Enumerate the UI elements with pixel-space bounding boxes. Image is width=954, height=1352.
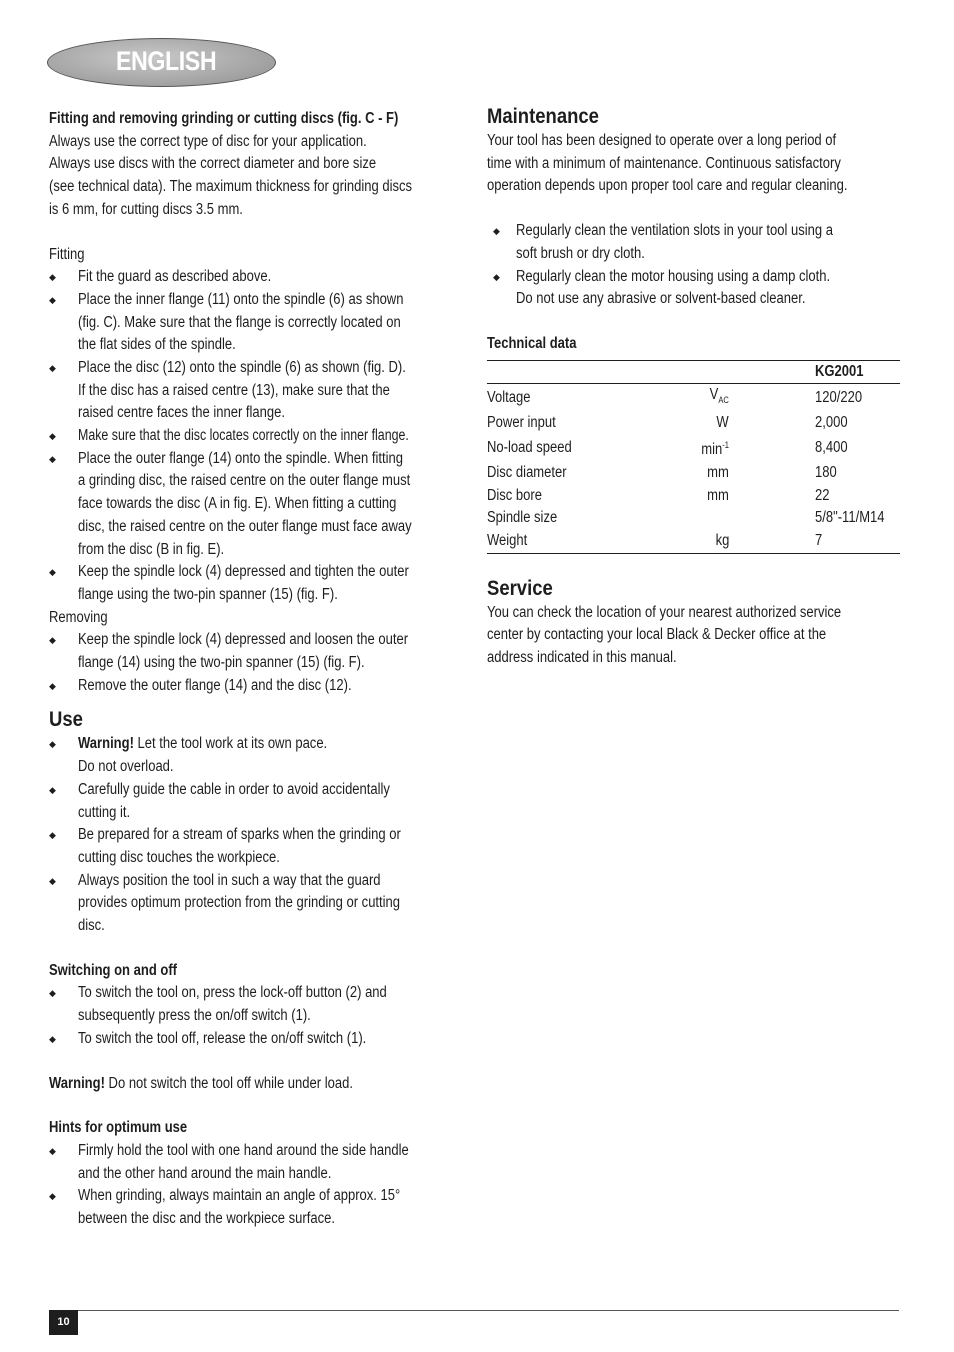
hints-heading: Hints for optimum use [49, 1119, 188, 1137]
table-row: Weight kg 7 [487, 530, 900, 553]
page-number: 10 [49, 1310, 78, 1335]
diamond-bullet-icon: ◆ [49, 294, 56, 305]
removing-list [49, 629, 463, 697]
diamond-bullet-icon: ◆ [49, 784, 56, 795]
fitting-section-title: Fitting and removing grinding or cutting discs (fig. C - F) [49, 110, 399, 127]
diamond-bullet-icon: ◆ [49, 272, 56, 283]
list-item: ◆ Carefully guide the cable in order to avoid accidentally cutting it. [49, 780, 390, 821]
diamond-bullet-icon: ◆ [49, 431, 56, 442]
diamond-bullet-icon: ◆ [49, 739, 56, 750]
table-row: Disc bore mm 22 [487, 486, 830, 504]
list-item: ◆ Regularly clean the ventilation slots in your tool using a soft brush or dry cloth. [493, 222, 834, 262]
use-list [49, 733, 463, 937]
language-label: ENGLISH [116, 46, 217, 76]
list-item: ◆ Keep the spindle lock (4) depressed and loosen the outer flange (14) using the two-pin spanner (15) (fig. F). [49, 631, 409, 672]
switching-heading: Switching on and off [49, 961, 178, 979]
service-heading: Service [487, 576, 553, 600]
table-row: Spindle size 5/8"-11/M14 [487, 509, 885, 527]
list-item: ◆ Be prepared for a stream of sparks when the grinding or cutting disc touches the workpiece. [49, 826, 401, 866]
warning-label: Warning! [49, 1074, 105, 1092]
hints-list [49, 1140, 463, 1231]
diamond-bullet-icon: ◆ [49, 567, 56, 578]
table-row: Voltage $V_{AC}$ 120/220 [487, 386, 863, 406]
maintenance-heading: Maintenance [487, 105, 599, 128]
list-item: ◆ Keep the spindle lock (4) depressed and tighten the outer flange using the two-pin spanner (15) (fig. F). [49, 563, 409, 603]
footer-rule [49, 1310, 899, 1311]
intro-line: Always use discs with the correct diameter and bore size [49, 155, 377, 173]
list-item: ◆ Place the outer flange (14) onto the spindle. When fitting a grinding disc, the raised centre on the outer flange must face towards the disc (A in fig. E). When fitting a cutting disc, the raised centre on the outer flange must face away from the disc (B in fig. E). [49, 449, 412, 558]
diamond-bullet-icon: ◆ [493, 271, 500, 282]
removing-label: Removing [49, 608, 108, 626]
diamond-bullet-icon: ◆ [49, 1145, 56, 1156]
diamond-bullet-icon: ◆ [49, 830, 56, 841]
warning-label: Warning! [78, 735, 134, 753]
technical-data-table [487, 360, 900, 554]
list-item: ◆ Remove the outer flange (14) and the disc (12). [49, 675, 463, 698]
list-item: ◆ Place the disc (12) onto the spindle (6) as shown (fig. D). If the disc has a raised centre (13), make sure that the raised centre faces the inner flange. [49, 359, 406, 422]
warning-paragraph: Warning! Do not switch the tool off while under load. [49, 1074, 353, 1092]
table-header-row [487, 360, 900, 384]
diamond-bullet-icon: ◆ [49, 363, 56, 373]
technical-data-heading: Technical data [487, 334, 577, 352]
diamond-bullet-icon: ◆ [493, 226, 500, 237]
diamond-bullet-icon: ◆ [49, 1191, 56, 1202]
diamond-bullet-icon: ◆ [49, 635, 56, 646]
list-item: ◆ Always position the tool in such a way that the guard provides optimum protection from the grinding or cutting disc. [49, 871, 401, 935]
list-item: ◆ Firmly hold the tool with one hand around the side handle and the other hand around the main handle. [49, 1141, 409, 1182]
intro-paragraph [49, 131, 463, 222]
switching-list [49, 982, 463, 1050]
intro-line: Always use the correct type of disc for your application. [49, 132, 367, 150]
list-item: ◆ Regularly clean the motor housing using a damp cloth. Do not use any abrasive or solvent-based cleaner. [493, 267, 831, 308]
list-item: ◆ Fit the guard as described above. [49, 266, 463, 289]
list-item: ◆ To switch the tool off, release the on/off switch (1). [49, 1028, 463, 1051]
fitting-label: Fitting [49, 245, 85, 263]
list-item: ◆ Make sure that the disc locates correctly on the inner flange. [49, 425, 463, 448]
diamond-bullet-icon: ◆ [49, 453, 56, 464]
table-row: Power input W 2,000 [487, 413, 848, 431]
service-paragraph: You can check the location of your nearest authorized service center by contacting your local Black & Decker office at the address indicated in this manual. [487, 603, 842, 666]
use-heading: Use [49, 708, 83, 732]
diamond-bullet-icon: ◆ [49, 875, 56, 886]
diamond-bullet-icon: ◆ [49, 988, 56, 999]
table-row: Disc diameter mm 180 [487, 464, 837, 482]
list-item: ◆ Warning! Let the tool work at its own pace. Do not overload. [49, 735, 328, 776]
table-row: No-load speed $\min^{-1}$ 8,400 [487, 439, 848, 459]
list-item: ◆ Place the inner flange (11) onto the spindle (6) as shown (fig. C). Make sure that the flange is correctly located on the flat sides of the spindle. [49, 290, 404, 354]
model-label: KG2001 [815, 362, 864, 380]
intro-line: (see technical data). The maximum thickness for grinding discs [49, 178, 413, 196]
fitting-list [49, 266, 463, 606]
list-item: ◆ When grinding, always maintain an angle of approx. 15° between the disc and the workpiece surface. [49, 1187, 401, 1227]
maintenance-list [487, 220, 901, 311]
language-badge [47, 38, 276, 87]
maintenance-paragraph: Your tool has been designed to operate over a long period of time with a minimum of maintenance. Continuous satisfactory operation depends upon proper tool care and regular cleaning. [487, 132, 848, 195]
intro-line: is 6 mm, for cutting discs 3.5 mm. [49, 200, 243, 218]
right-column [487, 104, 901, 670]
diamond-bullet-icon: ◆ [49, 1033, 56, 1044]
left-column [49, 108, 463, 1231]
diamond-bullet-icon: ◆ [49, 680, 56, 691]
list-item: ◆ To switch the tool on, press the lock-off button (2) and subsequently press the on/off switch (1). [49, 984, 387, 1025]
